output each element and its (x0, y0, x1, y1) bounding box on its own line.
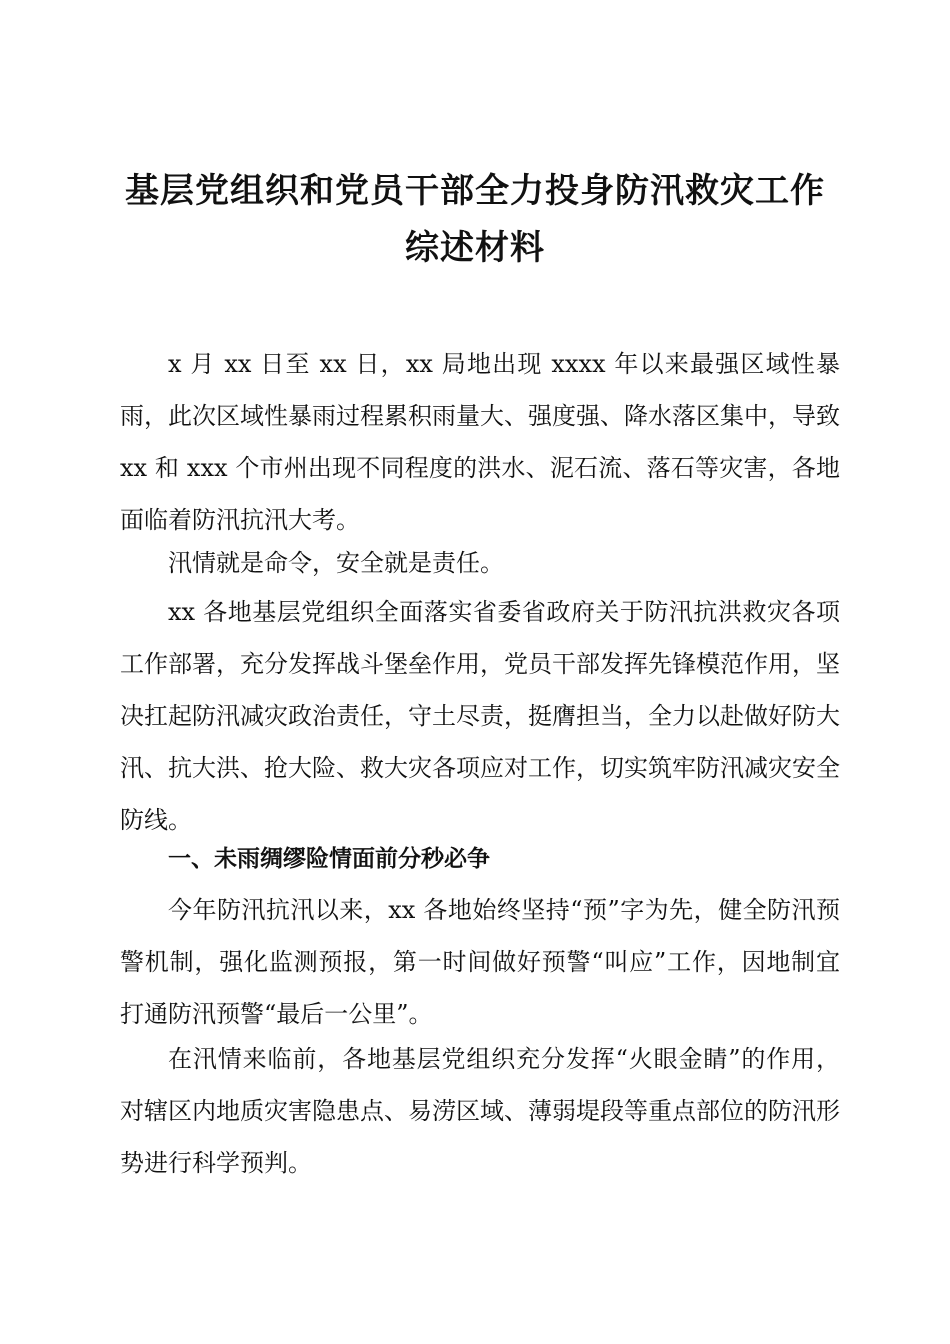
section-heading: 一、未雨绸缪险情面前分秒必争 (168, 846, 490, 872)
document-title-line-1: 基层党组织和党员干部全力投身防汛救灾工作 (125, 171, 825, 211)
document-title-line-2: 综述材料 (405, 228, 545, 268)
paragraph-deployment: xx 各地基层党组织全面落实省委省政府关于防汛抗洪救灾各项工作部署，充分发挥战斗堡垒作用，党员干部发挥先锋模范作用，坚决扛起防汛减灾政治责任，守土尽责，挺膺担当，全力以赴做好防大汛、抗大洪、抢大险、救大灾各项应对工作，切实筑牢防汛减灾安全防线。 (120, 598, 840, 834)
paragraph-prejudgment: 在汛情来临前，各地基层党组织充分发挥“火眼金睛”的作用，对辖区内地质灾害隐患点、易涝区域、薄弱堤段等重点部位的防汛形势进行科学预判。 (120, 1045, 840, 1177)
paragraph-warning-mechanism: 今年防汛抗汛以来，xx 各地始终坚持“预”字为先，健全防汛预警机制，强化监测预报，第一时间做好预警“叫应”工作，因地制宜打通防汛预警“最后一公里”。 (120, 896, 840, 1028)
paragraph-command: 汛情就是命令，安全就是责任。 (168, 549, 504, 577)
paragraph-intro: x 月 xx 日至 xx 日，xx 局地出现 xxxx 年以来最强区域性暴雨，此次区域性暴雨过程累积雨量大、强度强、降水落区集中，导致 xx 和 xxx 个市州出现不同程度的洪水、泥石流、落石等灾害，各地面临着防汛抗汛大考。 (120, 350, 840, 534)
